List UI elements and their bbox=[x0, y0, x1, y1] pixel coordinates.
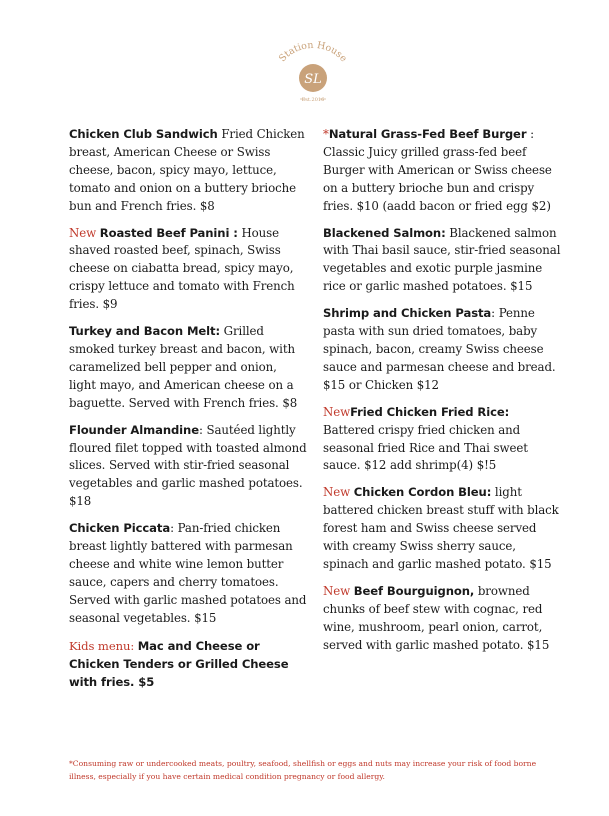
menu-item-shrimp-chicken-pasta bbox=[323, 305, 561, 395]
item-description: : Pan-fried chicken breast lightly battered with parmesan cheese and white wine lemon butter sauce, capers and cherry tomatoes. Served with garlic mashed potatoes and seasonal vegetables. $15 bbox=[69, 521, 307, 625]
logo-arc-text: Station House bbox=[277, 40, 349, 65]
item-name: Blackened Salmon: bbox=[323, 225, 446, 240]
item-name: Chicken Club Sandwich bbox=[69, 127, 218, 141]
menu-item-roasted-beef-panini bbox=[69, 225, 307, 315]
menu-item-chicken-cordon-bleu bbox=[323, 484, 561, 574]
kids-menu bbox=[69, 637, 307, 691]
menu-item-turkey-bacon-melt bbox=[69, 323, 307, 413]
item-description: : Sautéed lightly floured filet topped with toasted almond slices. Served with stir-fried seasonal vegetables and garlic mashed potatoes. $18 bbox=[69, 422, 307, 509]
menu-item-beef-burger bbox=[323, 126, 561, 216]
item-name: Chicken Cordon Bleu: bbox=[353, 485, 492, 500]
menu-item-chicken-club bbox=[69, 126, 307, 216]
item-description: : Penne pasta with sun dried tomatoes, baby spinach, bacon, creamy Swiss cheese sauce and parmesan cheese and bread. $15 or Chicken $12 bbox=[323, 306, 556, 392]
menu-item-beef-bourguignon bbox=[323, 583, 561, 655]
new-tag: New bbox=[323, 583, 354, 598]
kids-menu-label: Kids menu: bbox=[69, 638, 138, 653]
item-name: Turkey and Bacon Melt: bbox=[69, 324, 221, 339]
item-name: Fried Chicken Fried Rice: bbox=[350, 404, 510, 419]
menu-item-fried-chicken-fried-rice bbox=[323, 404, 561, 476]
logo-monogram: SL bbox=[304, 72, 322, 87]
item-description: browned chunks of beef stew with cognac, red wine, mushroom, pearl onion, carrot, served with garlic mashed potato. $15 bbox=[323, 583, 550, 652]
item-name: Flounder Almandine bbox=[69, 422, 199, 437]
menu-item-chicken-piccata bbox=[69, 520, 307, 627]
item-name: Roasted Beef Panini : bbox=[99, 225, 238, 240]
menu-column-left bbox=[69, 126, 307, 700]
new-tag: New bbox=[69, 225, 100, 240]
svg-text:Station House bbox=[277, 40, 349, 64]
item-description: House shaved roasted beef, spinach, Swiss cheese on ciabatta bread, spicy mayo, crispy lettuce and tomato with French fries. $9 bbox=[69, 225, 295, 312]
menu-column-right bbox=[323, 126, 561, 663]
logo-emblem bbox=[270, 40, 356, 106]
item-description: : Classic Juicy grilled grass-fed beef Burger with American or Swiss cheese on a buttery brioche bun and crispy fries. $10 (aadd bacon or fried egg $2) bbox=[323, 127, 552, 213]
logo-est: Est.2016 bbox=[301, 97, 325, 103]
item-name: Beef Bourguignon, bbox=[353, 583, 475, 598]
station-house-logo bbox=[270, 40, 356, 106]
new-tag: New bbox=[323, 404, 351, 419]
item-description: light battered chicken breast stuff with black forest ham and Swiss cheese served with creamy Swiss sherry sauce, spinach and garlic mashed potato. $15 bbox=[323, 485, 559, 571]
menu-item-blackened-salmon bbox=[323, 225, 561, 297]
food-safety-footnote: *Consuming raw or undercooked meats, poultry, seafood, shellfish or eggs and nuts may increase your risk of food borne illness, especially if you have certain medical condition pregnancy or food allergy. bbox=[69, 759, 537, 781]
item-name: Shrimp and Chicken Pasta bbox=[323, 306, 492, 321]
item-name: Chicken Piccata bbox=[69, 521, 171, 536]
menu-item-flounder-almandine bbox=[69, 422, 307, 512]
item-name: Natural Grass-Fed Beef Burger bbox=[328, 127, 527, 141]
item-description: Battered crispy fried chicken and seasonal fried Rice and Thai sweet sauce. $12 add shrimp(4) $!5 bbox=[323, 422, 528, 473]
item-description: Grilled smoked turkey breast and bacon, with caramelized bell pepper and onion, light mayo, and American cheese on a baguette. Served with French fries. $8 bbox=[69, 324, 298, 410]
kids-menu-items: Mac and Cheese or Chicken Tenders or Grilled Cheese with fries. $5 bbox=[69, 638, 289, 689]
item-description: Fried Chicken breast, American Cheese or Swiss cheese, bacon, spicy mayo, lettuce, tomato and onion on a buttery brioche bun and French fries. $8 bbox=[69, 127, 305, 213]
new-tag: New bbox=[323, 485, 354, 500]
item-description: Blackened salmon with Thai basil sauce, stir-fried seasonal vegetables and exotic purple jasmine rice or garlic mashed potatoes. $15 bbox=[323, 225, 561, 294]
asterisk-mark: * bbox=[323, 127, 329, 141]
